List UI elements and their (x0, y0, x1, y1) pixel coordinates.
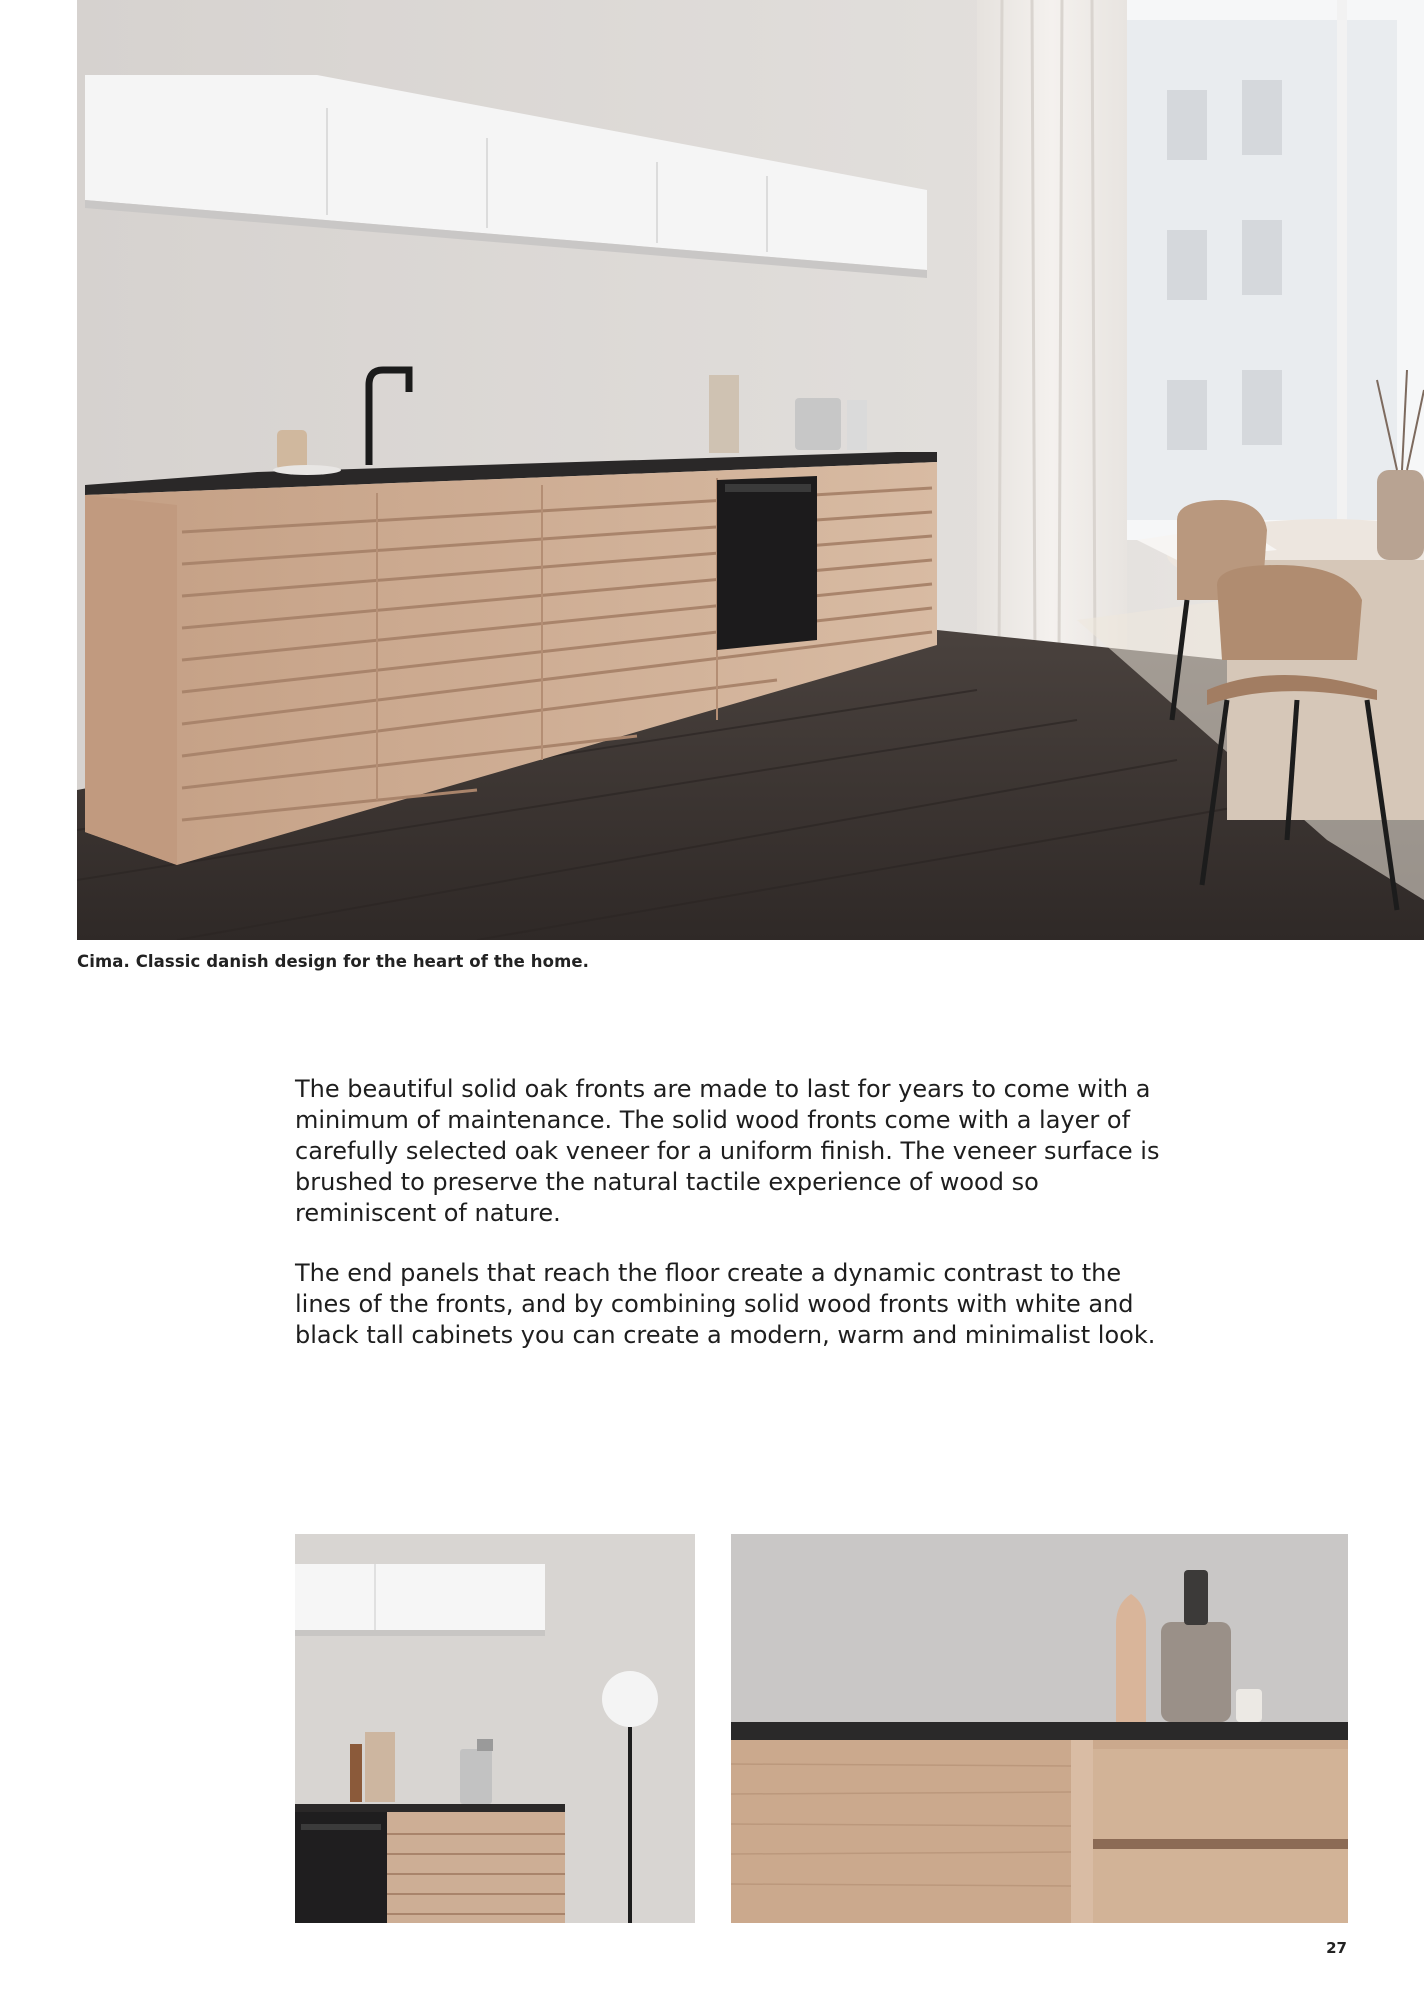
oak-drawer-detail-photo (731, 1534, 1348, 1923)
photo-caption: Cima. Classic danish design for the heart of the home. (77, 952, 590, 971)
kitchen-corner-photo (295, 1534, 695, 1923)
body-paragraph-1: The beautiful solid oak fronts are made to last for years to come with a minimum of maintenance. The solid wood fronts come with a layer of carefully selected oak veneer for a uniform finish. The veneer surface is brushed to preserve the natural tactile experience of wood so reminiscent of nature. (295, 1075, 1160, 1227)
body-paragraph-2: The end panels that reach the floor create a dynamic contrast to the lines of the fronts, and by combining solid wood fronts with white and black tall cabinets you can create a modern, warm and minimalist look. (295, 1259, 1156, 1349)
page-number: 27 (1326, 1939, 1347, 1957)
hero-kitchen-photo (77, 0, 1424, 940)
